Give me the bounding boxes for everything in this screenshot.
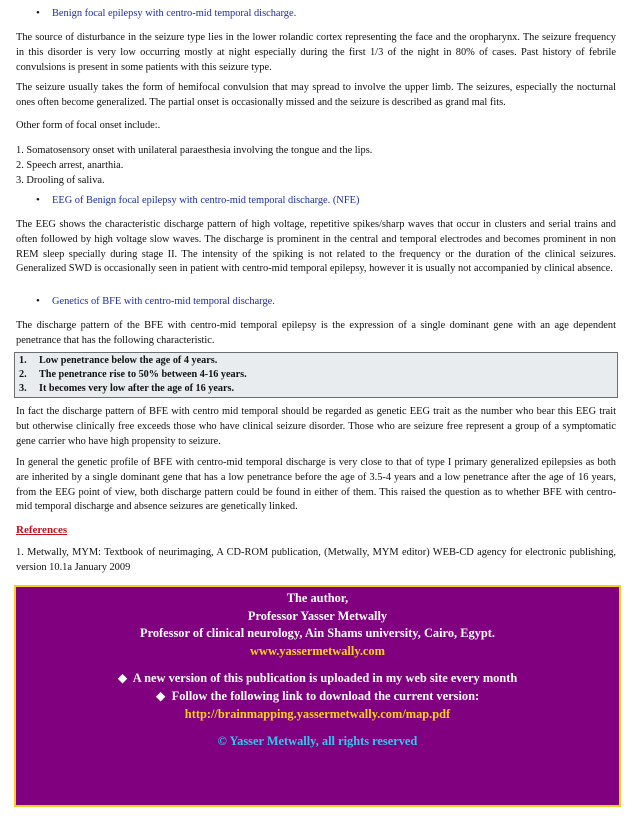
references-heading[interactable]: References bbox=[16, 524, 68, 536]
footer-download-notice: ◆ Follow the following link to download the current version: bbox=[155, 688, 480, 703]
section-heading-benign-focal-epilepsy: • Benign focal epilepsy with centro-mid temporal discharge. bbox=[36, 6, 296, 22]
footer-author-title: Professor of clinical neurology, Ain Shams university, Cairo, Egypt. bbox=[140, 626, 495, 641]
list-item: 2. The penetrance rise to 50% between 4-16 years. bbox=[19, 369, 247, 381]
paragraph-seizure-source: The source of disturbance in the seizure type lies in the lower rolandic cortex representing the face and the oropharynx. The seizure frequency in this disorder is very low occurring mostly at night especially during the first 1/3 of the night in 80% of cases. Past history of febrile convulsions is present in some patients with this seizure type. bbox=[16, 32, 616, 73]
footer-website-link[interactable]: www.yassermetwally.com bbox=[250, 643, 385, 658]
bullet-icon: • bbox=[36, 295, 40, 307]
list-item: 1. Somatosensory onset with unilateral paraesthesia involving the tongue and the lips. bbox=[16, 145, 373, 156]
footer-author-label: The author, bbox=[286, 591, 349, 605]
diamond-icon: ◆ bbox=[117, 671, 128, 686]
list-item: 3. It becomes very low after the age of 16 years. bbox=[19, 383, 235, 395]
onset-list bbox=[16, 144, 616, 188]
paragraph-focal-onset-intro: Other form of focal onset include:. bbox=[16, 120, 161, 131]
footer-author-name: Professor Yasser Metwally bbox=[247, 608, 388, 623]
list-item: 2. Speech arrest, anarthia. bbox=[16, 159, 124, 171]
paragraph-genetics-intro: The discharge pattern of the BFE with centro-mid temporal epilepsy is the expression of a single dominant gene with an age dependent penetrance that has the following characteristic. bbox=[16, 320, 616, 346]
section-heading-genetics: • Genetics of BFE with centro-mid temporal discharge. bbox=[36, 294, 275, 310]
footer-update-notice: ◆ A new version of this publication is uploaded in my web site every month bbox=[117, 671, 518, 686]
bullet-icon: • bbox=[36, 194, 40, 206]
paragraph-genetic-trait: In fact the discharge pattern of BFE with centro mid temporal should be regarded as genetic EEG trait as the number who bear this EEG trait but otherwise clinically free exceeds those who have clinical seizure disorder. Those who are seizure free represent a group of a symptomatic gene carrier who have high propensity to seizure. bbox=[16, 406, 616, 447]
bullet-icon: • bbox=[36, 7, 40, 19]
paragraph-genetic-profile: In general the genetic profile of BFE with centro-mid temporal discharge is very close to that of type I primary generalized epilepsies as both are inherited by a single dominant gene that has a low penetrance before the age of 3.5-4 years and a low penetrance after the age of 16 years, from the EEG point of view, both discharge pattern could be found in either of them. This raised the question as to whether BFE with centro-mid temporal discharge and absence seizures are genetically linked. bbox=[16, 457, 616, 513]
footer-download-link[interactable]: http://brainmapping.yassermetwally.com/map.pdf bbox=[184, 706, 451, 721]
list-item: 3. Drooling of saliva. bbox=[16, 174, 105, 186]
penetrance-box bbox=[14, 352, 618, 398]
list-item: 1. Low penetrance below the age of 4 years. bbox=[19, 355, 218, 366]
paragraph-eeg-description: The EEG shows the characteristic discharge pattern of high voltage, repetitive spikes/sharp waves that occur in clusters and serial trains and often followed by high voltage slow waves. The discharge is prominent in the central and temporal electrodes and becomes prominent in non REM sleep specially during stage II. The intensity of the spiking is not related to the frequency or the duration of the clinical seizures. Generalized SWD is occasionally seen in patient with centro-mid temporal epilepsy, however it is usually not accompanied by clinical absence. bbox=[16, 219, 616, 275]
section-heading-eeg: • EEG of Benign focal epilepsy with centro-mid temporal discharge. (NFE) bbox=[36, 193, 359, 209]
diamond-icon: ◆ bbox=[155, 688, 166, 703]
footer-copyright: © Yasser Metwally, all rights reserved bbox=[217, 734, 418, 749]
paragraph-seizure-form: The seizure usually takes the form of hemifocal convulsion that may spread to involve the upper limb. The seizures, especially the nocturnal ones often become generalized. The partial onset is occasionally missed and the seizure is described as grand mal fits. bbox=[16, 82, 616, 108]
author-footer-box bbox=[14, 585, 621, 807]
reference-item: 1. Metwally, MYM: Textbook of neurimaging, A CD-ROM publication, (Metwally, MYM editor) WEB-CD agency for electronic publishing, version 10.1a January 2009 bbox=[16, 547, 616, 573]
